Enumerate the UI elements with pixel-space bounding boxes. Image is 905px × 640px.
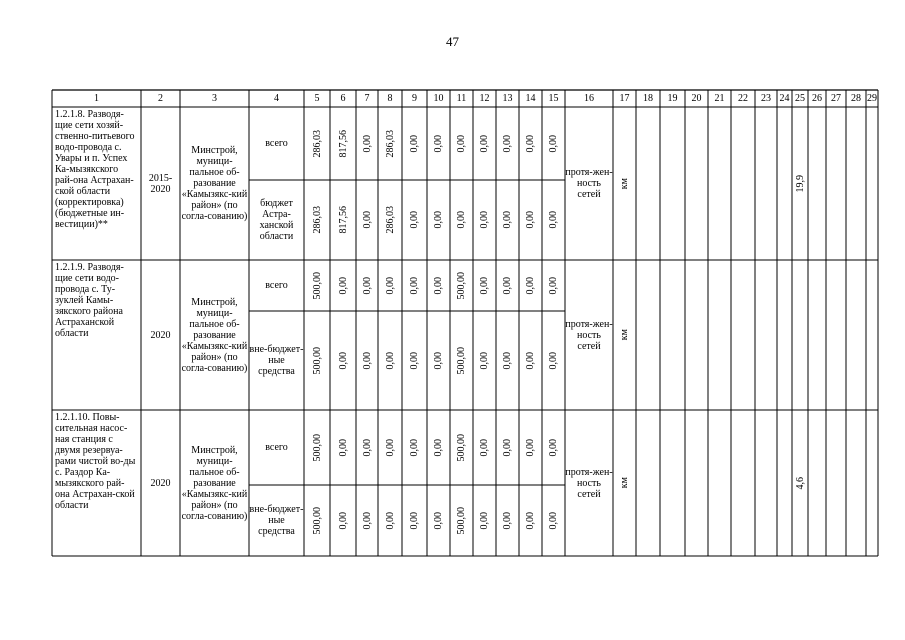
cell-text: 500,00 [456,433,467,462]
value-cell [378,410,402,485]
row-indicator [565,410,613,556]
cell-text: 0,00 [384,351,396,370]
cell-text: 0,00 [525,134,536,153]
cell-text: 0,00 [456,211,467,229]
value-cell [402,311,427,410]
cell-text: 817,56 [337,206,349,234]
row-extra-value [792,107,808,260]
header-cell [141,90,180,107]
row-name [52,260,141,410]
value-cell [402,107,427,180]
cell-text: 4,6 [794,476,806,490]
cell-text: 0,00 [433,351,444,370]
value-cell [330,107,356,180]
header-cell [542,90,565,107]
value-cell [304,410,330,485]
row-indicator [565,260,613,410]
cell-text: 8 [387,93,393,104]
value-cell [519,260,542,311]
value-cell [542,485,565,556]
value-cell [450,311,473,410]
value-cell [378,485,402,556]
cell-text: 2020 [150,477,171,489]
cell-text: 0,00 [409,511,420,530]
value-cell [496,180,519,260]
cell-text: 286,03 [384,206,396,234]
header-cell [792,90,808,107]
cell-text: 0,00 [502,211,513,229]
cell-text: 0,00 [479,438,490,457]
value-cell [356,410,378,485]
cell-text: 0,00 [384,276,396,295]
value-cell [402,485,427,556]
value-cell [427,180,450,260]
value-cell [378,107,402,180]
value-cell [402,410,427,485]
cell-text: 19 [667,93,678,104]
value-cell [402,260,427,311]
header-cell [496,90,519,107]
value-cell [378,180,402,260]
value-cell [356,485,378,556]
cell-text: 13 [502,93,513,104]
value-cell [330,410,356,485]
source-label [249,260,304,311]
cell-text: 0,00 [479,351,490,370]
row-executor [180,410,249,556]
cell-text: 500,00 [456,346,467,375]
header-cell [826,90,846,107]
cell-text: 500,00 [311,506,323,535]
cell-text: км [619,477,630,489]
cell-text: 0,00 [409,134,420,153]
cell-text: 0,00 [337,351,349,370]
header-cell [777,90,792,107]
source-label [249,410,304,485]
row-unit [613,260,636,410]
header-cell [808,90,826,107]
row-indicator [565,107,613,260]
row-unit [613,107,636,260]
cell-text: 15 [548,93,559,104]
row-period [141,410,180,556]
value-cell [450,485,473,556]
value-cell [473,485,496,556]
cell-text: 24 [779,93,790,104]
header-cell [304,90,330,107]
value-cell [304,107,330,180]
row-period [141,107,180,260]
cell-text: всего [265,138,288,149]
cell-text: 286,03 [311,129,323,158]
row-executor [180,107,249,260]
value-cell [473,311,496,410]
cell-text: Минстрой, муници-пальное об-разование «Камызякс-кий район» (по согла-сованию) [181,145,248,222]
value-cell [542,410,565,485]
cell-text: 0,00 [548,511,559,530]
cell-text: 21 [714,93,725,104]
header-cell [755,90,777,107]
value-cell [473,180,496,260]
row-name [52,107,141,260]
value-cell [519,485,542,556]
cell-text: 0,00 [548,351,559,370]
cell-text: 0,00 [433,134,444,153]
cell-text: 10 [433,93,444,104]
cell-text: 0,00 [502,351,513,370]
cell-text: 1 [94,93,99,104]
cell-text: 9 [412,93,417,104]
cell-text: протя-жен-ность сетей [565,318,613,352]
page-number: 47 [446,34,459,49]
cell-text: 0,00 [502,511,513,530]
header-cell [356,90,378,107]
cell-text: 2 [158,93,163,104]
cell-text: 14 [525,93,536,104]
source-label [249,311,304,410]
cell-text: бюджет Астра-ханской области [259,198,294,242]
value-cell [450,107,473,180]
cell-text: 0,00 [361,511,373,530]
cell-text: Минстрой, муници-пальное об-разование «Камызякс-кий район» (по согла-сованию) [181,444,248,522]
header-cell [519,90,542,107]
cell-text: 0,00 [433,438,444,457]
value-cell [496,260,519,311]
value-cell [542,260,565,311]
cell-text: 0,00 [361,438,373,457]
cell-text: 286,03 [384,129,396,158]
header-cell [450,90,473,107]
header-cell [685,90,708,107]
value-cell [330,260,356,311]
value-cell [542,180,565,260]
value-cell [427,485,450,556]
cell-text: 6 [340,93,346,104]
header-cell [378,90,402,107]
header-cell [249,90,304,107]
cell-text: 11 [456,93,467,104]
cell-text: 1.2.1.10. Повы-сительная насос-ная станция с двумя резервуа-рами чистой во-ды с. Раздор Ка-мызякского рай-она Астрахан-ской области [55,412,136,511]
cell-text: 22 [738,93,748,104]
cell-text: 817,56 [337,129,349,158]
cell-text: 0,00 [384,511,396,530]
cell-text: 25 [795,93,805,104]
cell-text: 5 [314,93,320,104]
cell-text: 7 [364,93,370,104]
cell-text: 17 [619,93,630,104]
cell-text: 0,00 [337,511,349,530]
source-label [249,485,304,556]
value-cell [304,180,330,260]
value-cell [519,311,542,410]
value-cell [427,107,450,180]
cell-text: 0,00 [502,438,513,457]
cell-text: вне-бюджет-ные средства [249,344,304,377]
value-cell [356,311,378,410]
value-cell [356,180,378,260]
cell-text: 0,00 [361,276,373,295]
cell-text: 23 [761,93,771,104]
row-name [52,410,141,556]
cell-text: протя-жен-ность сетей [565,167,613,200]
cell-text: вне-бюджет-ные средства [249,504,304,537]
cell-text: 0,00 [409,211,420,229]
value-cell [427,260,450,311]
value-cell [356,107,378,180]
value-cell [330,311,356,410]
cell-text: 18 [643,93,653,104]
header-cell [52,90,141,107]
header-cell [180,90,249,107]
header-cell [866,90,878,107]
value-cell [304,485,330,556]
cell-text: 0,00 [409,351,420,370]
value-cell [496,410,519,485]
value-cell [496,107,519,180]
value-cell [473,107,496,180]
cell-text: 500,00 [311,346,323,375]
cell-text: 26 [812,93,822,104]
header-cell [565,90,613,107]
value-cell [542,311,565,410]
value-cell [519,180,542,260]
cell-text: 2020 [150,329,171,341]
cell-text: 0,00 [525,276,536,295]
row-extra-value [792,410,808,556]
value-cell [427,311,450,410]
cell-text: 0,00 [361,211,373,229]
cell-text: 0,00 [456,134,467,153]
value-cell [496,311,519,410]
row-period [141,260,180,410]
cell-text: 12 [479,93,490,104]
cell-text: всего [265,442,288,453]
value-cell [450,180,473,260]
cell-text: 500,00 [311,271,323,300]
value-cell [330,485,356,556]
cell-text: 27 [831,93,841,104]
cell-text: 0,00 [548,211,559,229]
cell-text: 0,00 [337,438,349,457]
header-cell [427,90,450,107]
cell-text: 1.2.1.8. Разводя-щие сети хозяй-ственно-питьевого водо-провода с. Увары и п. Успех Ка-мызякского рай-она Астрахан-ской области (корректировка) (бюджетные ин-вестиции)** [55,109,135,230]
cell-text: 0,00 [502,134,513,153]
value-cell [450,410,473,485]
cell-text: 2015-2020 [148,172,173,195]
cell-text: 0,00 [433,511,444,530]
header-cell [708,90,731,107]
value-cell [356,260,378,311]
header-cell [731,90,755,107]
header-cell [636,90,660,107]
cell-text: протя-жен-ность сетей [565,466,613,500]
cell-text: 0,00 [479,211,490,229]
cell-text: 4 [274,93,279,104]
value-cell [496,485,519,556]
cell-text: 20 [691,93,702,104]
header-cell [473,90,496,107]
value-cell [427,410,450,485]
header-cell [330,90,356,107]
cell-text: 0,00 [479,134,490,153]
cell-text: Минстрой, муници-пальное об-разование «Камызякс-кий район» (по согла-сованию) [181,296,248,374]
cell-text: 3 [212,93,217,104]
value-cell [304,260,330,311]
cell-text: 500,00 [456,271,467,300]
cell-text: 0,00 [337,276,349,295]
value-cell [519,410,542,485]
cell-text: км [619,329,630,341]
cell-text: 500,00 [311,433,323,462]
value-cell [473,260,496,311]
value-cell [378,260,402,311]
header-cell [613,90,636,107]
cell-text: 0,00 [548,134,559,153]
cell-text: 0,00 [502,276,513,295]
cell-text: 0,00 [525,351,536,370]
cell-text: 16 [584,93,594,104]
cell-text: 0,00 [409,438,420,457]
cell-text: 500,00 [456,506,467,535]
value-cell [330,180,356,260]
cell-text: 28 [851,93,861,104]
cell-text: 0,00 [548,438,559,457]
cell-text: 0,00 [525,211,536,229]
cell-text: 0,00 [433,276,444,295]
header-cell [846,90,866,107]
cell-text: 0,00 [479,276,490,295]
value-cell [304,311,330,410]
cell-text: 0,00 [525,438,536,457]
source-label [249,107,304,180]
row-unit [613,410,636,556]
header-cell [660,90,685,107]
value-cell [378,311,402,410]
cell-text: 0,00 [479,511,490,530]
cell-text: 29 [867,93,877,104]
value-cell [402,180,427,260]
cell-text: км [619,177,630,190]
cell-text: 0,00 [433,211,444,229]
cell-text: 0,00 [384,438,396,457]
cell-text: 19,9 [794,174,806,193]
cell-text: 0,00 [361,351,373,370]
value-cell [450,260,473,311]
header-cell [402,90,427,107]
cell-text: 0,00 [525,511,536,530]
cell-text: 1.2.1.9. Разводя-щие сети водо-провода с. Ту-зуклей Камы-зякского района Астраханской области [55,262,124,339]
value-cell [473,410,496,485]
source-label [249,180,304,260]
value-cell [542,107,565,180]
cell-text: 0,00 [409,276,420,295]
cell-text: 286,03 [311,206,323,234]
value-cell [519,107,542,180]
row-executor [180,260,249,410]
cell-text: 0,00 [361,134,373,153]
cell-text: всего [265,280,288,291]
cell-text: 0,00 [548,276,559,295]
